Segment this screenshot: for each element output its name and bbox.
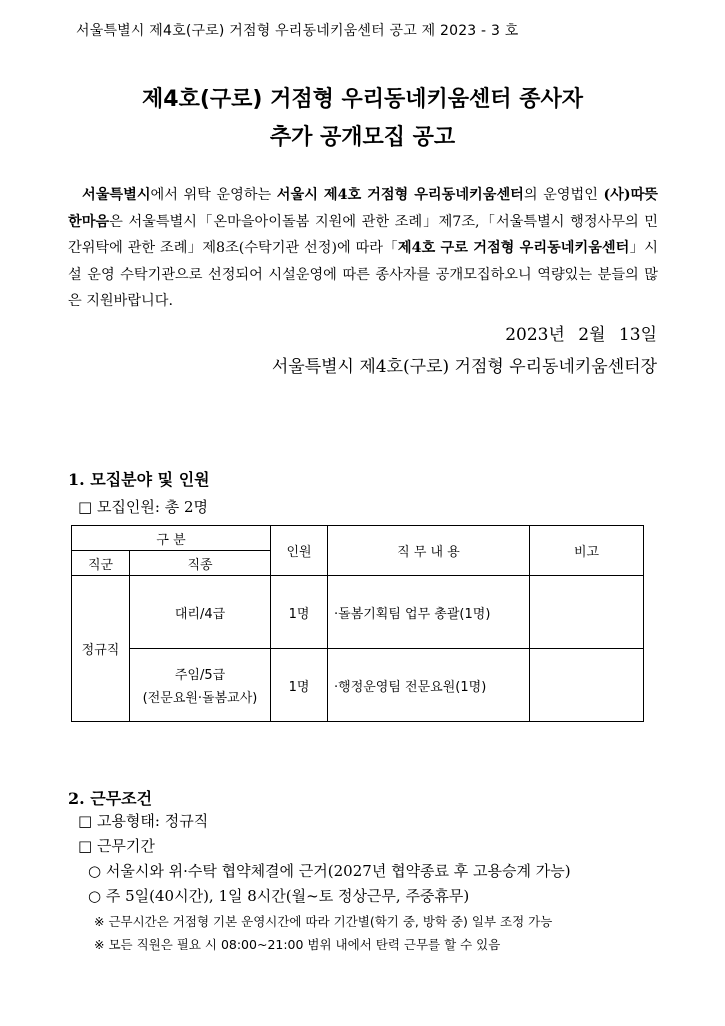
work-hours-item: ○ 주 5일(40시간), 1일 8시간(월~토 정상근무, 주중휴무) (88, 887, 470, 905)
cell-job-group: 정규직 (72, 576, 130, 722)
intro-paragraph (68, 182, 658, 315)
th-remarks: 비고 (530, 526, 644, 576)
recruitment-table (71, 525, 644, 722)
work-period-item: ○ 서울시와 위·수탁 협약체결에 근거(2027년 협약종료 후 고용승계 가능) (88, 862, 571, 880)
cell-headcount: 1명 (271, 576, 328, 649)
employment-type: □ 고용형태: 정규직 (78, 812, 209, 830)
cell-job-type (130, 649, 271, 722)
th-duties: 직 무 내 용 (328, 526, 530, 576)
intro-text-1: 에서 위탁 운영하는 (150, 187, 277, 203)
section1-heading: 1. 모집분야 및 인원 (68, 470, 210, 489)
cell-duties: ·행정운영팀 전문요원(1명) (328, 649, 530, 722)
notice-date: 2023년 2월 13일 (505, 325, 657, 345)
cell-headcount: 1명 (271, 649, 328, 722)
th-job-type: 직종 (130, 551, 271, 576)
cell-duties: ·돌봄기획팀 업무 총괄(1명) (328, 576, 530, 649)
intro-text-2: 의 운영법인 (523, 187, 604, 203)
work-period: □ 근무기간 (78, 837, 155, 855)
note-flexible: ※ 모든 직원은 필요 시 08:00~21:00 범위 내에서 탄력 근무를 할 수 있음 (94, 937, 501, 952)
cell-remarks (530, 576, 644, 649)
th-headcount: 인원 (271, 526, 328, 576)
job-type-sub: (전문요원·돌봄교사) (142, 691, 258, 706)
note-hours: ※ 근무시간은 거점형 기본 운영시간에 따라 기간별(학기 중, 방학 중) 일부 조정 가능 (94, 914, 553, 929)
cell-remarks (530, 649, 644, 722)
table-row (72, 649, 644, 722)
intro-center: 서울시 제4호 거점형 우리동네키움센터 (276, 187, 524, 203)
table-row (72, 576, 644, 649)
intro-operator: (사)따뜻한마음 (68, 187, 659, 230)
page-title-line2: 추가 공개모집 공고 (269, 125, 456, 150)
page-title-line1: 제4호(구로) 거점형 우리동네키움센터 종사자 (142, 87, 583, 112)
cell-job-type: 대리/4급 (130, 576, 271, 649)
intro-text-3: 은 서울특별시「온마을아이돌봄 지원에 관한 조례」제7조,「서울특별시 행정사무의 민간위탁에 관한 조례」제8조(수탁기관 선정)에 따라「 (68, 213, 658, 256)
notice-number: 서울특별시 제4호(구로) 거점형 우리동네키움센터 공고 제 2023 - 3 호 (76, 23, 519, 39)
th-job-group: 직군 (72, 551, 130, 576)
intro-text-4: 」시설 운영 수탁기관으로 선정되어 시설운영에 따른 종사자를 공개모집하오니 역량있는 분들의 많은 지원바랍니다. (68, 240, 658, 309)
signer: 서울특별시 제4호(구로) 거점형 우리동네키움센터장 (271, 357, 657, 377)
intro-facility: 제4호 구로 거점형 우리동네키움센터 (397, 240, 630, 256)
section2-heading: 2. 근무조건 (68, 789, 153, 808)
recruit-count: □ 모집인원: 총 2명 (78, 498, 209, 516)
job-type-title: 주임/5급 (174, 668, 226, 683)
intro-city: 서울특별시 (82, 187, 151, 203)
th-category: 구 분 (72, 526, 271, 551)
